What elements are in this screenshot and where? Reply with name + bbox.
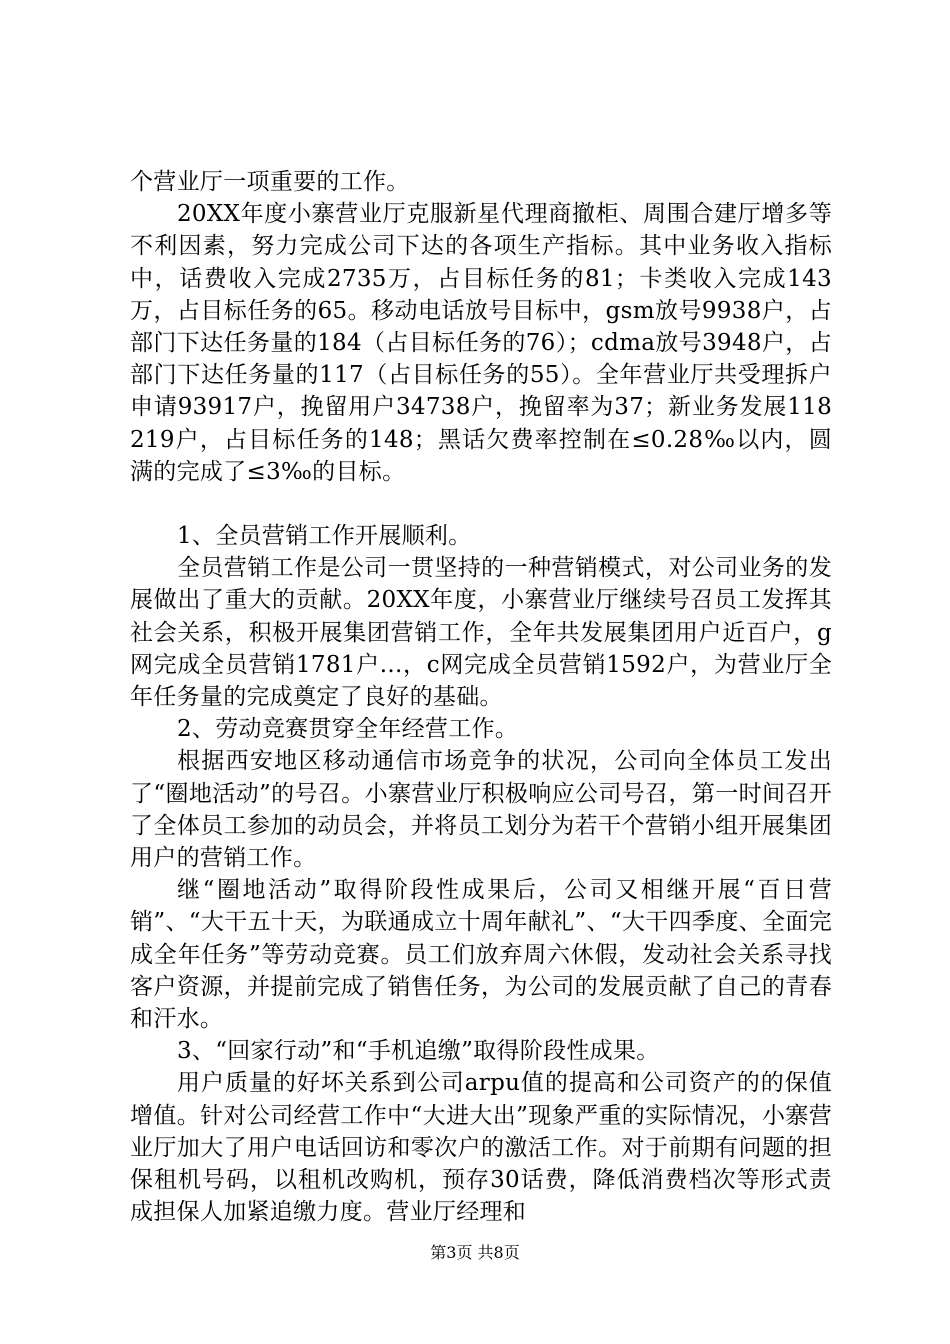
paragraph-continuation: 个营业厅一项重要的工作。 (130, 169, 410, 195)
paragraph-annual-summary: 20XX年度小寨营业厅克服新星代理商撤柜、周围合建厅增多等不利因素，努力完成公司下达的各项生产指标。其中业务收入指标中，话费收入完成2735万，占目标任务的81；卡类收入完成143万，占目标任务的65。移动电话放号目标中，gsm放号9938户，占部门下达任务量的184（占目标任务的76）；cdma放号3948户，占部门下达任务量的117（占目标任务的55）。全年营业厅共受理拆户申请93917户，挽留用户34738户，挽留率为37；新业务发展118219户，占目标任务的148；黑话欠费率控制在≤0.28‰以内，圆满的完成了≤3‰的目标。 (130, 201, 832, 485)
paragraph-labor-competitions: 继“圈地活动”取得阶段性成果后，公司又相继开展“百日营销”、“大干五十天，为联通成立十周年献礼”、“大干四季度、全面完成全年任务”等劳动竞赛。员工们放弃周六休假，发动社会关系寻找客户资源，并提前完成了销售任务，为公司的发展贡献了自己的青春和汗水。 (130, 877, 832, 1033)
paragraph-market-competition: 根据西安地区移动通信市场竞争的状况，公司向全体员工发出了“圈地活动”的号召。小寨营业厅积极响应公司号召，第一时间召开了全体员工参加的动员会，并将员工划分为若干个营销小组开展集团用户的营销工作。 (130, 748, 832, 872)
paragraph-full-staff-marketing: 全员营销工作是公司一贯坚持的一种营销模式，对公司业务的发展做出了重大的贡献。20XX年度，小寨营业厅继续号召员工发挥其社会关系，积极开展集团营销工作，全年共发展集团用户近百户，g网完成全员营销1781户...，c网完成全员营销1592户，为营业厅全年任务量的完成奠定了良好的基础。 (130, 555, 832, 711)
paragraph-gap (130, 488, 832, 520)
section-heading-2: 2、劳动竞赛贯穿全年经营工作。 (177, 716, 519, 743)
page-number: 第3页 共8页 (430, 1243, 520, 1262)
section-heading-3: 3、“回家行动”和“手机追缴”取得阶段性成果。 (177, 1038, 660, 1065)
paragraph-user-quality: 用户质量的好坏关系到公司arpu值的提高和公司资产的的保值增值。针对公司经营工作中“大进大出”现象严重的实际情况，小寨营业厅加大了用户电话回访和零次户的激活工作。对于前期有问题的担保租机号码，以租机改购机，预存30话费，降低消费档次等形式责成担保人加紧追缴力度。营业厅经理和 (130, 1070, 832, 1226)
document-body (130, 166, 832, 1229)
section-heading-1: 1、全员营销工作开展顺利。 (177, 523, 472, 550)
